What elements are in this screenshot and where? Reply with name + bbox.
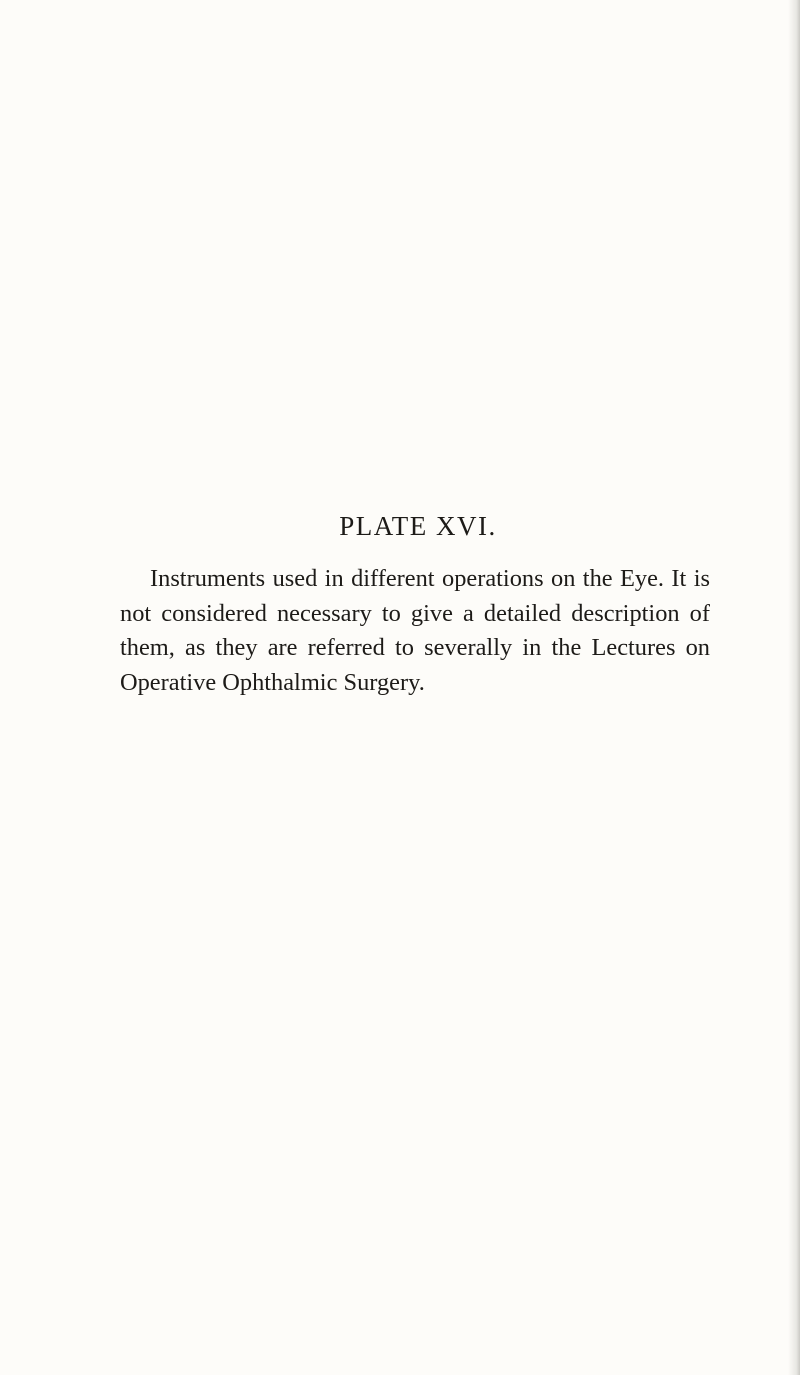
page-edge-shadow <box>788 0 800 1375</box>
plate-title: PLATE XVI. <box>339 511 497 541</box>
plate-caption: Instruments used in different operations on the Eye. It is not considered necessary to give a detailed description of them, as they are referred to severally in the Lectures on Operative Ophthalmic Surgery. <box>120 565 710 696</box>
